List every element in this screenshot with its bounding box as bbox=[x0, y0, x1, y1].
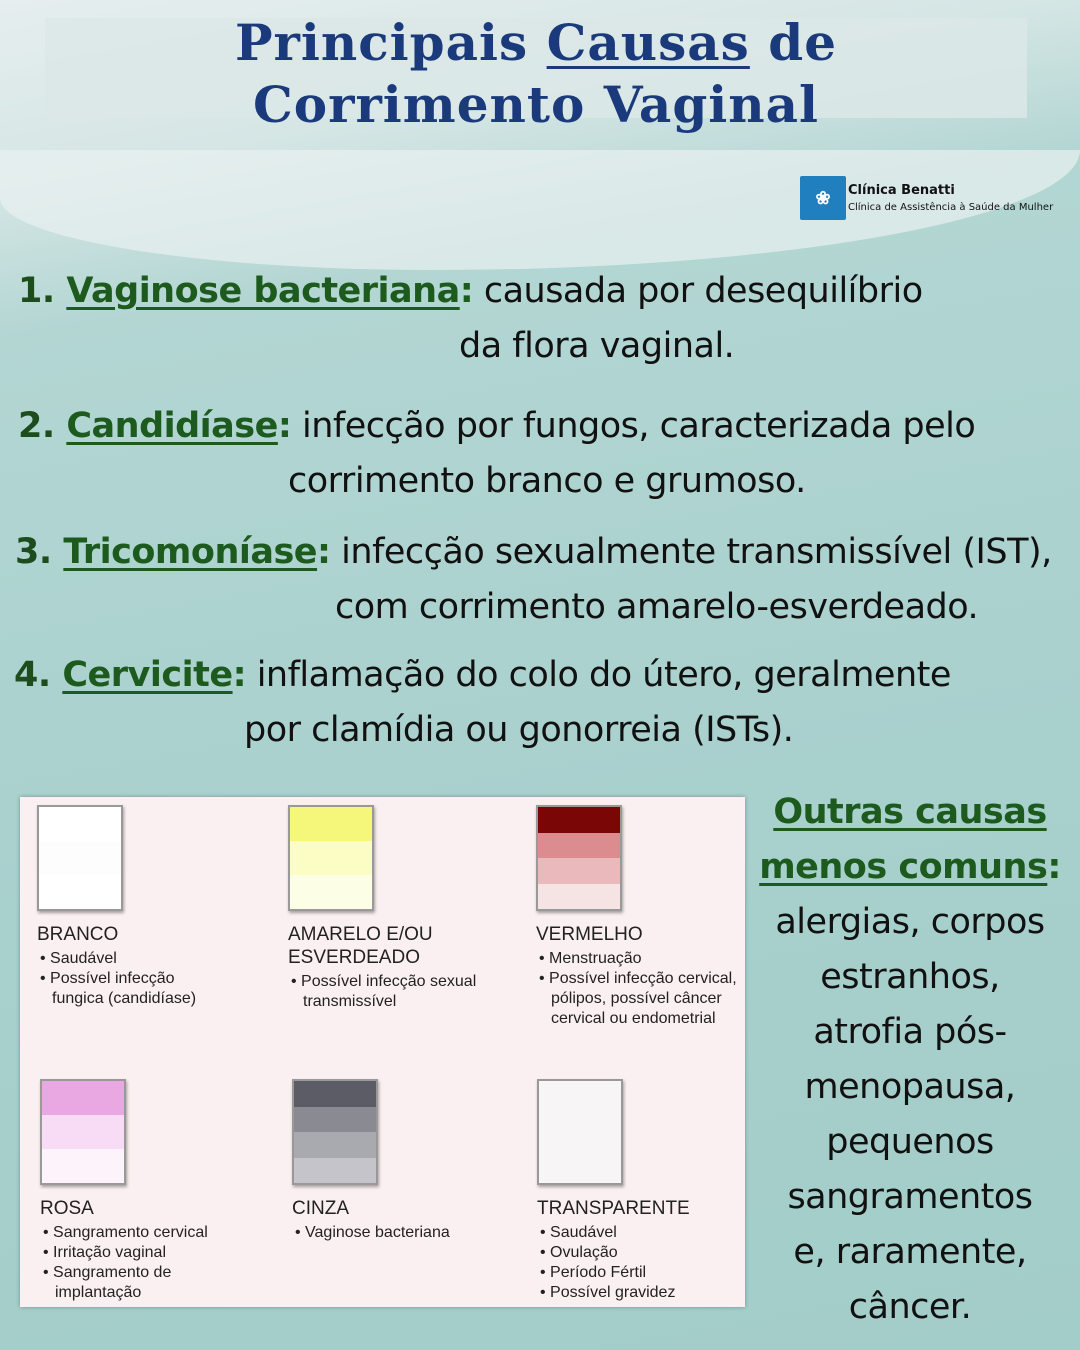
cause-item: 2. Candidíase: infecção por fungos, caracterizada pelo corrimento branco e grumoso. bbox=[18, 406, 976, 501]
discharge-color-chart bbox=[20, 797, 745, 1307]
color-swatch bbox=[536, 805, 622, 911]
color-card-transparente bbox=[537, 1079, 767, 1303]
color-meaning: • Período Fértil bbox=[537, 1263, 767, 1283]
swatch-band bbox=[294, 1107, 376, 1133]
swatch-band bbox=[290, 841, 372, 875]
clinic-logo bbox=[800, 176, 1053, 220]
color-card-branco bbox=[37, 805, 267, 1009]
color-swatch bbox=[288, 805, 374, 911]
swatch-band bbox=[294, 1158, 376, 1184]
color-swatch bbox=[37, 805, 123, 911]
color-name: AMARELO E/OU ESVERDEADO bbox=[288, 924, 433, 968]
clinic-emblem-icon: ❀ bbox=[800, 176, 846, 220]
clinic-name: Clínica Benatti bbox=[848, 183, 955, 198]
swatch-band bbox=[294, 1132, 376, 1158]
color-swatch bbox=[537, 1079, 623, 1185]
clinic-subtitle: Clínica de Assistência à Saúde da Mulher bbox=[848, 202, 1054, 213]
title-banner bbox=[45, 13, 1027, 134]
swatch-band bbox=[539, 1081, 621, 1183]
cause-item: 1. Vaginose bacteriana: causada por desequilíbrio da flora vaginal. bbox=[18, 271, 923, 366]
color-meaning: • Saudável bbox=[537, 1223, 767, 1243]
other-cause-line: atrofia pós- bbox=[813, 1012, 1007, 1052]
color-meaning: • Possível infecção cervical, pólipos, possível câncer cervical ou endometrial bbox=[536, 969, 766, 1029]
other-cause-line: menopausa, bbox=[804, 1067, 1016, 1107]
swatch-band bbox=[39, 875, 121, 909]
color-meaning: • Possível infecção fungica (candidíase) bbox=[37, 969, 222, 1009]
cause-item: 4. Cervicite: inflamação do colo do útero, geralmente por clamídia ou gonorreia (ISTs). bbox=[14, 655, 951, 750]
color-name: CINZA bbox=[292, 1198, 349, 1219]
color-meaning: • Sangramento cervical bbox=[40, 1223, 240, 1243]
color-meaning: • Possível gravidez bbox=[537, 1283, 767, 1303]
swatch-band bbox=[39, 807, 121, 841]
color-meaning: • Irritação vaginal bbox=[40, 1243, 240, 1263]
other-cause-line: sangramentos bbox=[787, 1177, 1033, 1217]
color-card-rosa bbox=[40, 1079, 270, 1303]
color-name: BRANCO bbox=[37, 924, 119, 945]
swatch-band bbox=[42, 1081, 124, 1115]
page-title: Principais Causas de Corrimento Vaginal bbox=[234, 13, 838, 134]
color-name: VERMELHO bbox=[536, 924, 643, 945]
color-name: ROSA bbox=[40, 1198, 94, 1219]
swatch-band bbox=[42, 1115, 124, 1149]
color-card-amarelo bbox=[288, 805, 518, 1012]
color-card-cinza bbox=[292, 1079, 522, 1243]
color-meaning: • Saudável bbox=[37, 949, 222, 969]
swatch-band bbox=[39, 841, 121, 875]
color-meaning: • Possível infecção sexual transmissível bbox=[288, 972, 478, 1012]
swatch-band bbox=[42, 1149, 124, 1183]
other-cause-line: pequenos bbox=[826, 1122, 994, 1162]
color-meaning: • Menstruação bbox=[536, 949, 766, 969]
swatch-band bbox=[290, 807, 372, 841]
color-swatch bbox=[292, 1079, 378, 1185]
other-cause-line: e, raramente, bbox=[793, 1232, 1027, 1272]
color-name: TRANSPARENTE bbox=[537, 1198, 690, 1219]
color-meaning: • Vaginose bacteriana bbox=[292, 1223, 522, 1243]
swatch-band bbox=[538, 884, 620, 910]
other-causes: Outras causas menos comuns: alergias, corpos estranhos, atrofia pós- menopausa, pequenos sangramentos e, raramente, câncer. bbox=[755, 785, 1065, 1335]
color-swatch bbox=[40, 1079, 126, 1185]
color-meaning: • Sangramento de implantação bbox=[40, 1263, 240, 1303]
swatch-band bbox=[294, 1081, 376, 1107]
swatch-band bbox=[538, 807, 620, 833]
swatch-band bbox=[290, 875, 372, 909]
swatch-band bbox=[538, 858, 620, 884]
other-cause-line: alergias, corpos bbox=[775, 902, 1045, 942]
cause-item: 3. Tricomoníase: infecção sexualmente transmissível (IST), com corrimento amarelo-esverdeado. bbox=[15, 532, 1052, 627]
color-meaning: • Ovulação bbox=[537, 1243, 767, 1263]
color-card-vermelho bbox=[536, 805, 766, 1029]
other-cause-line: estranhos, bbox=[820, 957, 1000, 997]
other-cause-line: câncer. bbox=[848, 1287, 972, 1327]
swatch-band bbox=[538, 833, 620, 859]
